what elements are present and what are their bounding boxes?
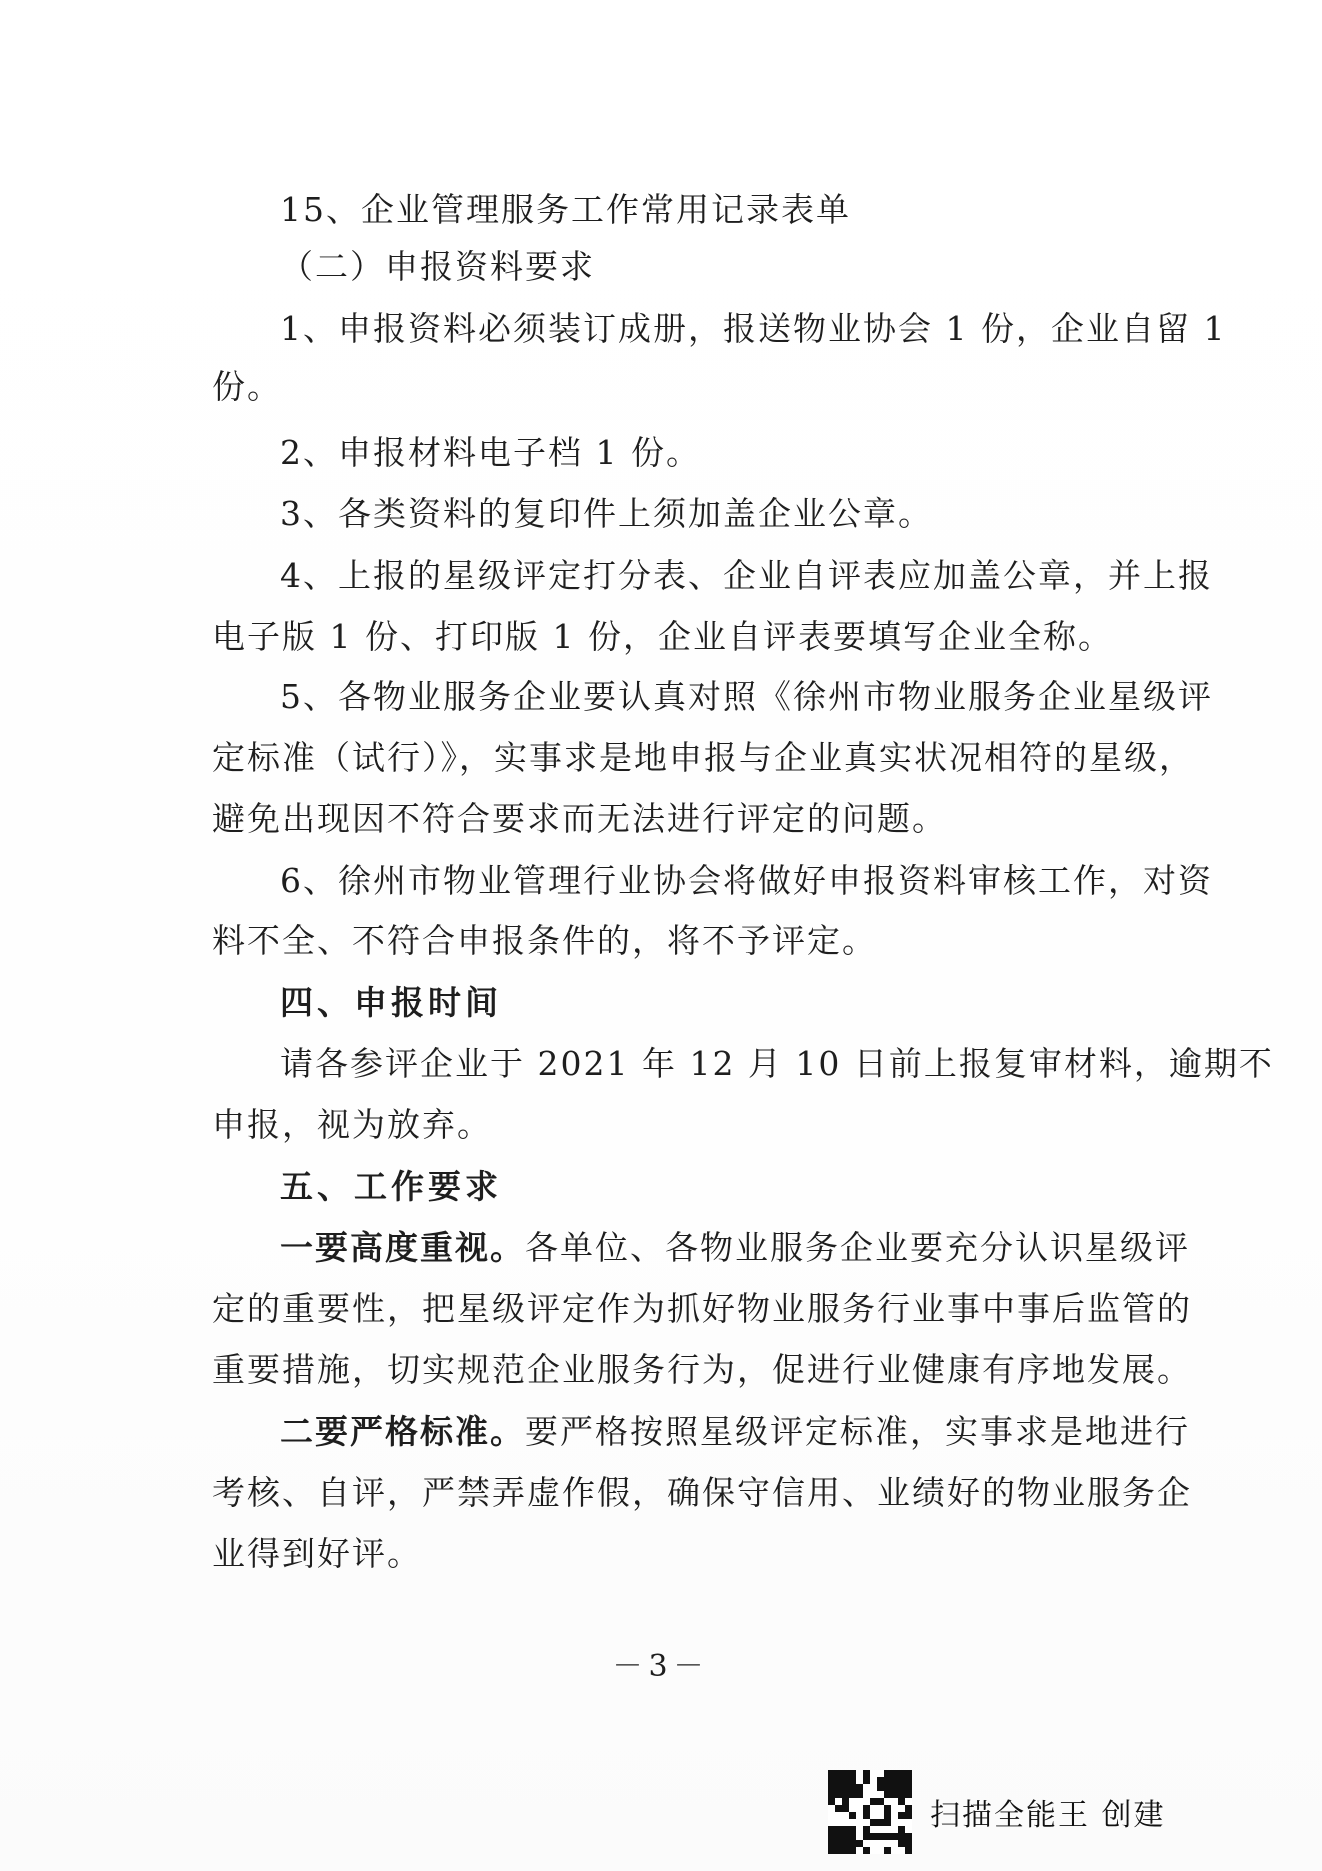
section-heading-work-requirements: 五、工作要求	[280, 1167, 502, 1206]
requirement-item-5-cont-2: 避免出现因不符合要求而无法进行评定的问题。	[212, 799, 947, 838]
work-req-paragraph-1	[280, 1228, 1190, 1268]
list-item-15: 15、企业管理服务工作常用记录表单	[280, 190, 851, 229]
work-req-text-2: 要严格按照星级评定标准，实事求是地进行	[525, 1412, 1190, 1451]
requirement-item-2: 2、申报材料电子档 1 份。	[280, 433, 701, 472]
requirement-item-1-cont: 份。	[212, 367, 282, 406]
section-heading-time: 四、申报时间	[280, 983, 502, 1022]
qr-code-icon	[828, 1770, 912, 1854]
work-req-paragraph-2	[280, 1412, 1190, 1452]
requirement-item-6-cont: 料不全、不符合申报条件的，将不予评定。	[212, 921, 877, 960]
work-req-paragraph-1-cont-1: 定的重要性，把星级评定作为抓好物业服务行业事中事后监管的	[212, 1289, 1192, 1328]
requirement-item-5: 5、各物业服务企业要认真对照《徐州市物业服务企业星级评	[280, 677, 1213, 716]
work-req-text-1: 各单位、各物业服务企业要充分认识星级评	[525, 1228, 1190, 1267]
work-req-paragraph-2-cont-1: 考核、自评，严禁弄虚作假，确保守信用、业绩好的物业服务企	[212, 1473, 1192, 1512]
section-subheading-requirements: （二）申报资料要求	[280, 247, 595, 286]
work-req-lead-1: 一要高度重视。	[280, 1228, 525, 1267]
requirement-item-4-cont: 电子版 1 份、打印版 1 份，企业自评表要填写企业全称。	[212, 617, 1113, 656]
requirement-item-4: 4、上报的星级评定打分表、企业自评表应加盖公章，并上报	[280, 556, 1213, 595]
time-paragraph-cont: 申报，视为放弃。	[212, 1105, 492, 1144]
work-req-paragraph-1-cont-2: 重要措施，切实规范企业服务行为，促进行业健康有序地发展。	[212, 1350, 1192, 1389]
time-paragraph: 请各参评企业于 2021 年 12 月 10 日前上报复审材料，逾期不	[280, 1044, 1274, 1083]
requirement-item-5-cont-1: 定标准（试行）》，实事求是地申报与企业真实状况相符的星级，	[212, 738, 1194, 777]
scanner-watermark	[828, 1770, 1166, 1854]
requirement-item-6: 6、徐州市物业管理行业协会将做好申报资料审核工作，对资	[280, 861, 1213, 900]
work-req-paragraph-2-cont-2: 业得到好评。	[212, 1534, 422, 1573]
requirement-item-1: 1、申报资料必须装订成册，报送物业协会 1 份，企业自留 1	[280, 309, 1227, 348]
watermark-label: 扫描全能王 创建	[930, 1798, 1166, 1833]
page-number: －3－	[612, 1649, 710, 1684]
requirement-item-3: 3、各类资料的复印件上须加盖企业公章。	[280, 494, 933, 533]
work-req-lead-2: 二要严格标准。	[280, 1412, 525, 1451]
